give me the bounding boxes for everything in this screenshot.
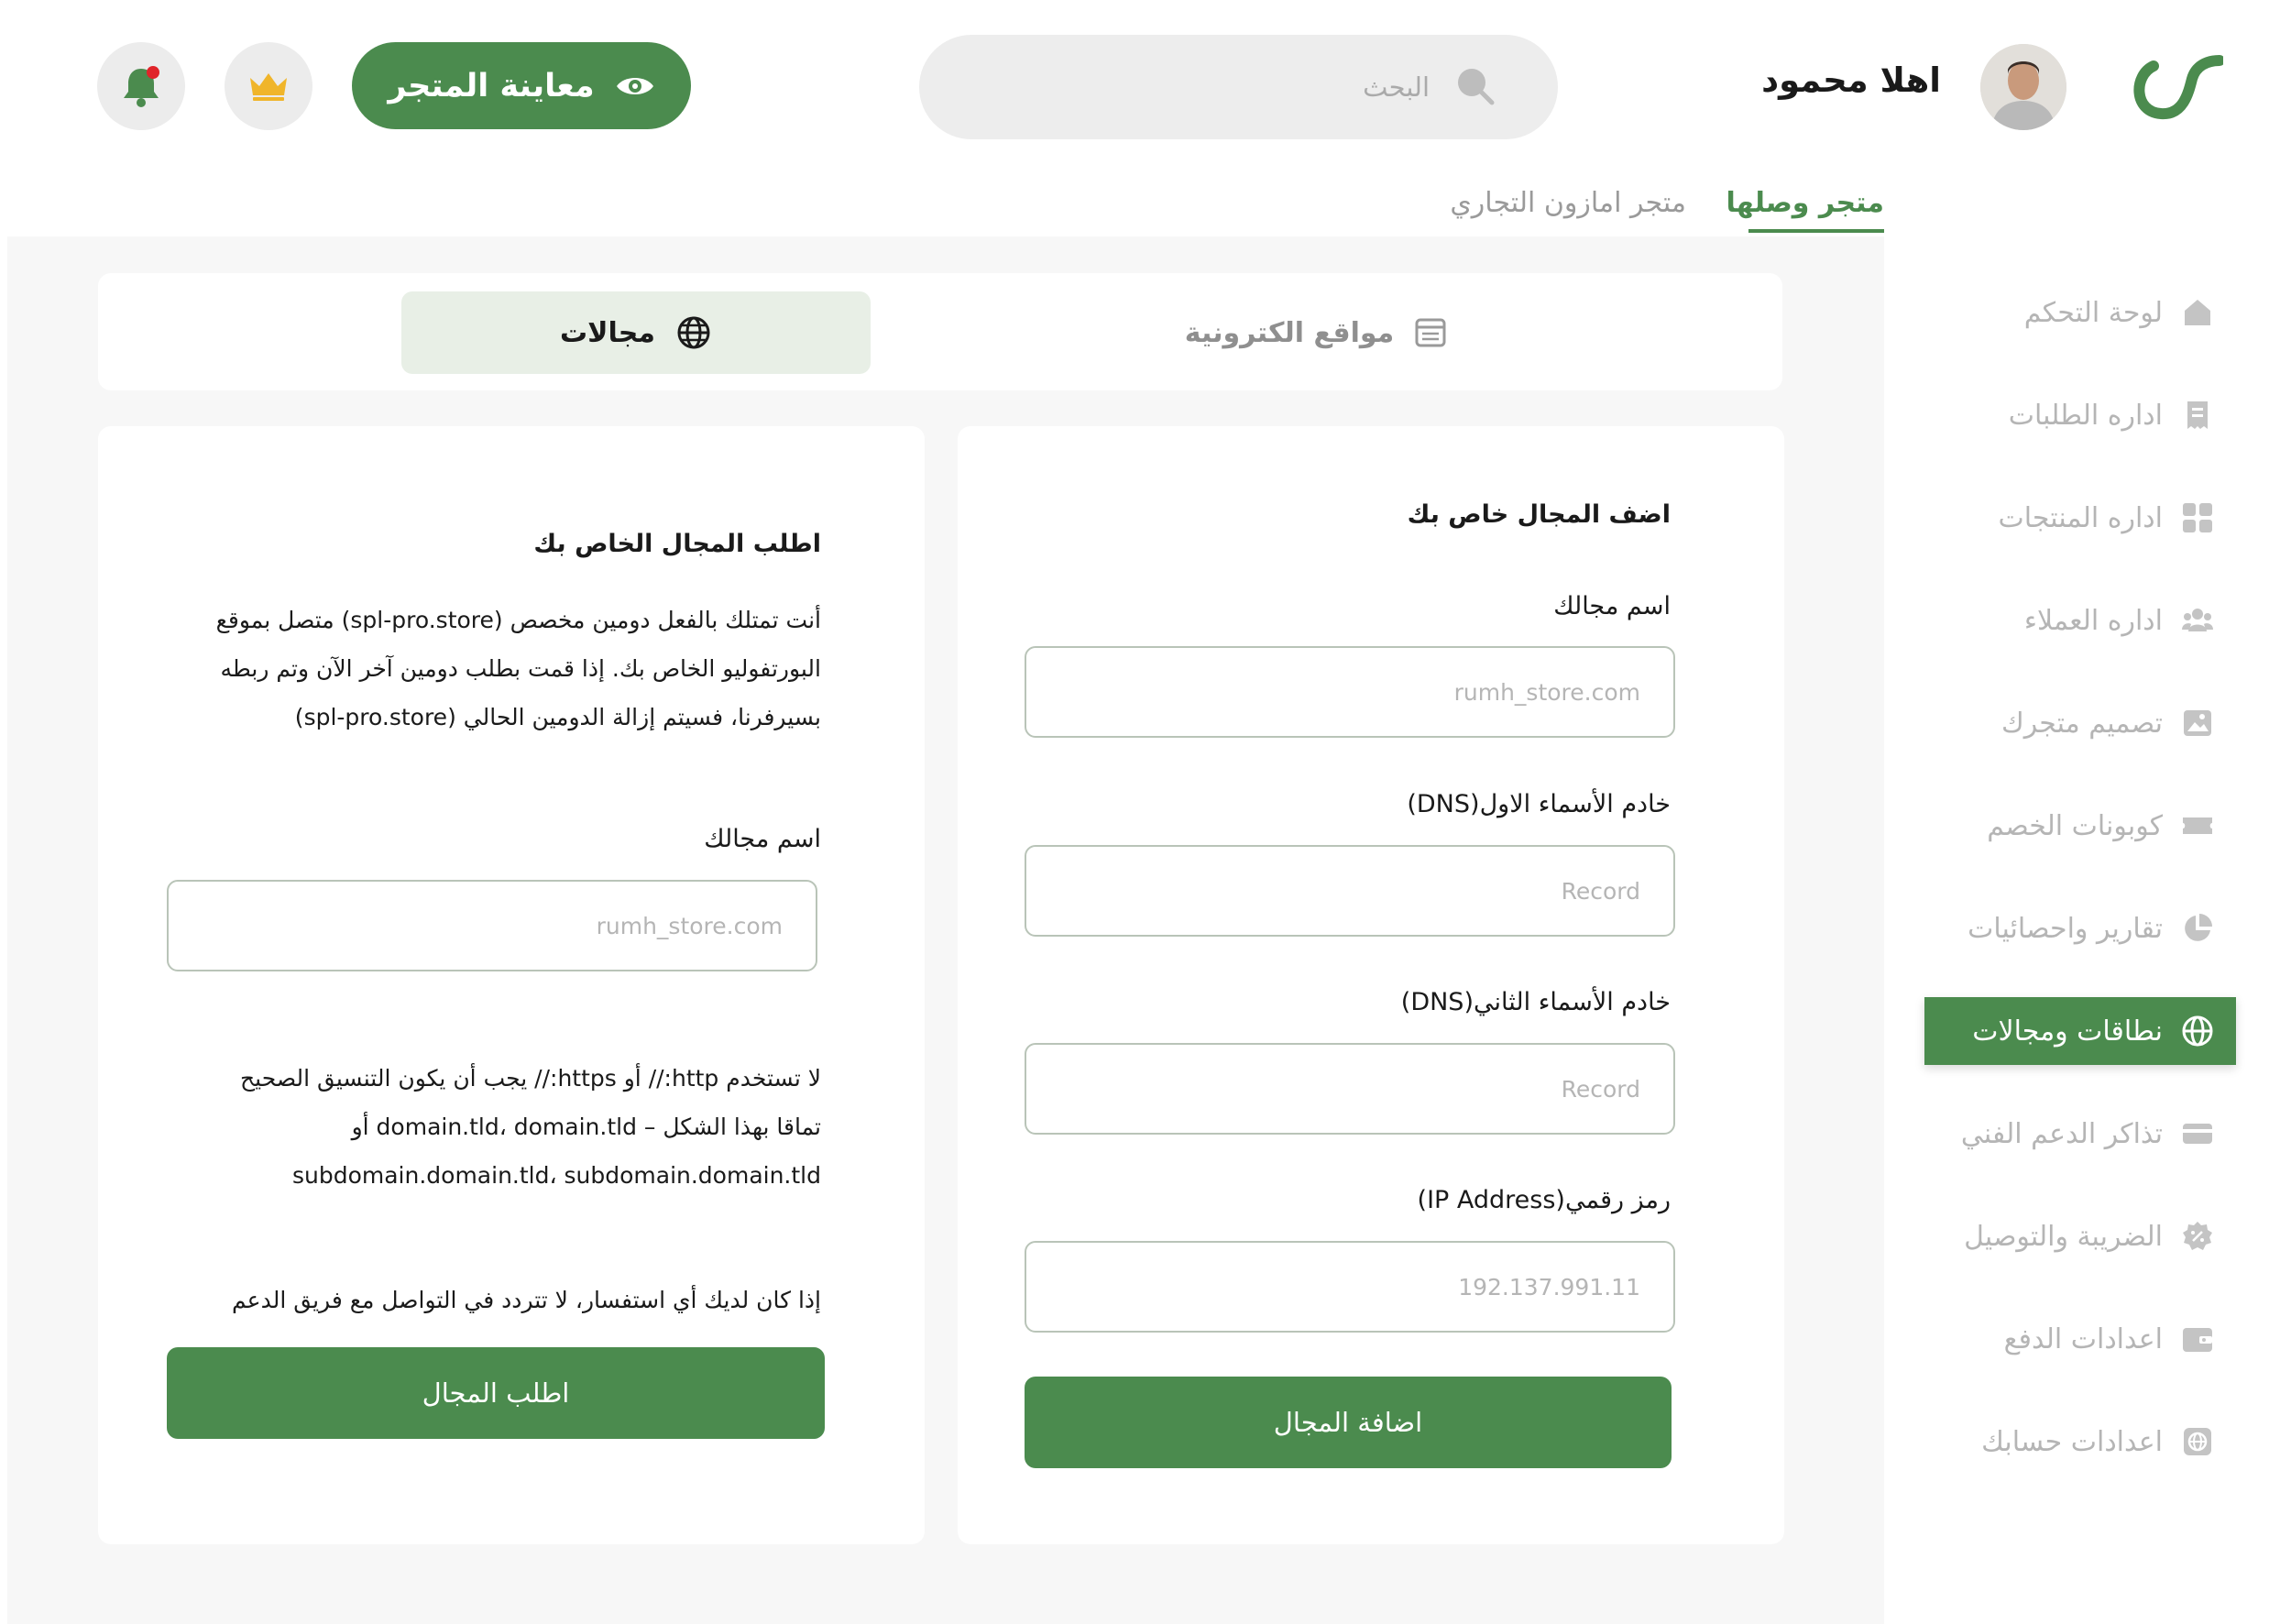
wallet-icon [2181,1322,2214,1355]
sidebar-item-support-tickets[interactable]: تذاكر الدعم الفني [1912,1100,2223,1168]
sidebar-item-store-design[interactable]: تصميم متجرك [1912,689,2223,757]
request-domain-format-note: لا تستخدم http:// أو https:// يجب أن يكون التنسيق الصحيح تماقا بهذا الشكل – domain.tld، domain.tld أو subdomain.domain.tld، subdomain.domain.tld [240,1065,821,1189]
domain-name-input[interactable] [1026,648,1673,736]
brand-logo [2128,48,2223,121]
card-icon [2181,1117,2214,1150]
sidebar-item-reports[interactable]: تقارير واحصائيات [1912,894,2223,962]
pie-chart-icon [2181,912,2214,945]
tab-domains[interactable]: مجالات [401,291,871,374]
search-icon [1453,64,1497,108]
dns2-label: خادم الأسماء الثاني(DNS) [1400,988,1671,1016]
request-domain-name-label: اسم مجالك [704,825,821,853]
tab-websites[interactable]: مواقع الكترونية [1081,291,1551,374]
search-input[interactable] [1045,35,1430,139]
eye-icon [615,72,655,100]
image-icon [2181,707,2214,740]
ticket-icon [2181,809,2214,842]
request-domain-intro: أنت تمتلك بالفعل دومين مخصص (spl-pro.store) متصل بموقع البورتفوليو الخاص بك. إذا قمت بطلب دومين آخر الآن وتم ربطه بسيرفرنا، فسيتم إزالة الدومين الحالي (spl-pro.store) [215,607,821,730]
badge-percent-icon [2181,1220,2214,1253]
sidebar-item-customers[interactable]: اداره العملاء [1912,587,2223,654]
dns1-field[interactable] [1025,845,1675,937]
request-domain-name-field[interactable] [167,880,817,971]
preview-store-label: معاينة المتجر [388,67,595,104]
sidebar-item-products[interactable]: اداره المنتجات [1912,484,2223,552]
grid-icon [2181,501,2214,534]
store-tab-inactive[interactable]: متجر امازون التجاري [1450,187,1686,219]
browser-icon [1414,316,1447,349]
dns2-field[interactable] [1025,1043,1675,1135]
dns2-input[interactable] [1026,1045,1673,1133]
dns1-input[interactable] [1026,847,1673,935]
home-icon [2181,296,2214,329]
users-icon [2181,604,2214,637]
avatar[interactable] [1980,44,2066,130]
ip-address-input[interactable] [1026,1243,1673,1331]
bell-icon [120,64,162,108]
crown-icon [247,71,290,102]
account-settings-icon [2181,1425,2214,1458]
request-domain-support-text: إذا كان لديك أي استفسار، لا تتردد في التواصل مع فريق الدعم [232,1287,821,1313]
sidebar-item-coupons[interactable]: كوبونات الخصم [1912,792,2223,860]
preview-store-button[interactable] [352,42,691,129]
sidebar-item-account-settings[interactable]: اعدادات حسابك [1912,1408,2223,1476]
ip-address-label: رمز رقمي(IP Address) [1417,1186,1671,1214]
store-tab-active[interactable]: متجر وصلها [1726,187,1884,219]
request-domain-button[interactable]: اطلب المجال [167,1347,825,1439]
add-domain-button[interactable]: اضافة المجال [1025,1377,1672,1468]
sidebar-item-domains[interactable]: نطاقات ومجالات [1924,997,2236,1065]
globe-icon [2181,1015,2214,1048]
search-bar[interactable] [919,35,1558,139]
globe-icon [675,314,712,351]
receipt-icon [2181,399,2214,432]
store-tab-underline [1748,229,1884,233]
premium-button[interactable] [225,42,312,130]
sidebar-item-payment-settings[interactable]: اعدادات الدفع [1912,1305,2223,1373]
greeting: اهلا محمود [1761,60,1941,100]
ip-address-field[interactable] [1025,1241,1675,1333]
dns1-label: خادم الأسماء الاول(DNS) [1407,790,1671,818]
request-domain-title: اطلب المجال الخاص بك [533,530,821,558]
sidebar-item-orders[interactable]: اداره الطلبات [1912,381,2223,449]
sidebar-item-tax-shipping[interactable]: الضريبة والتوصيل [1912,1202,2223,1270]
sidebar-item-dashboard[interactable]: لوحة التحكم [1912,279,2223,346]
domain-name-field[interactable] [1025,646,1675,738]
add-domain-title: اضف المجال خاص بك [1407,500,1671,529]
request-domain-name-input[interactable] [169,882,816,970]
notifications-button[interactable] [97,42,185,130]
domain-name-label: اسم مجالك [1553,592,1671,620]
